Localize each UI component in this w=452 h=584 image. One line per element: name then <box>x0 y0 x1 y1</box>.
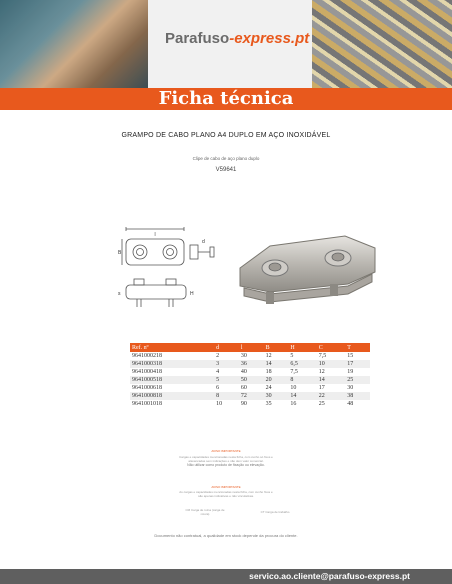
table-cell: 10 <box>216 401 223 407</box>
table-cell: 9641001018 <box>132 401 162 407</box>
table-cell: 5 <box>290 353 294 359</box>
drawing-label-h: H <box>190 291 194 297</box>
header-photo-tools <box>0 0 148 88</box>
table-cell: 40 <box>240 369 247 375</box>
table-row <box>130 376 370 384</box>
table-row <box>130 360 370 368</box>
technical-drawing <box>116 225 216 311</box>
table-cell: 12 <box>318 369 325 375</box>
header-h: H <box>290 344 295 351</box>
table-cell: 5 <box>216 377 220 383</box>
table-cell: 38 <box>347 393 354 399</box>
table-cell: 60 <box>240 385 247 391</box>
drawing-label-l: l <box>154 232 156 238</box>
header-ref: Ref. nº <box>132 344 149 351</box>
legend-cm-line-2: rotura) <box>200 512 210 516</box>
table-cell: 9641000818 <box>132 393 162 399</box>
table-cell: 48 <box>347 401 354 407</box>
drawing-label-s: s <box>118 291 121 297</box>
table-row <box>130 352 370 360</box>
header-c: C <box>318 344 323 351</box>
drawing-label-b: B <box>118 250 122 256</box>
table-cell: 2 <box>216 353 220 359</box>
note-1-title: AVISO IMPORTANTE <box>211 449 241 453</box>
table-row <box>130 392 370 400</box>
table-cell: 9641000618 <box>132 385 162 391</box>
legend-cm <box>170 508 240 516</box>
table-cell: 3 <box>216 361 220 367</box>
table-cell: 17 <box>318 385 325 391</box>
table-cell: 10 <box>318 361 325 367</box>
legend-cm-line-1: CM Carga de ruína (carga de <box>185 508 225 512</box>
product-photo <box>230 228 380 308</box>
table-cell: 15 <box>347 353 354 359</box>
note-2-line-1: As cargas e capacidades mencionadas nesta ficha, com cunho fixos e <box>179 490 273 494</box>
table-row <box>130 384 370 392</box>
brand-logo[interactable] <box>165 30 309 47</box>
table-cell: 14 <box>290 393 297 399</box>
datasheet-banner: Ficha técnica <box>0 88 452 110</box>
table-cell: 4 <box>216 369 220 375</box>
table-cell: 9641000418 <box>132 369 162 375</box>
product-subtitle: Clipe de cabo de aço plano duplo <box>192 156 260 161</box>
table-cell: 90 <box>240 401 247 407</box>
table-cell: 7,5 <box>318 353 327 359</box>
product-code: V59641 <box>215 167 237 173</box>
table-cell: 17 <box>347 361 354 367</box>
table-cell: 25 <box>318 401 325 407</box>
header <box>0 0 452 88</box>
table-cell: 6,5 <box>290 361 298 367</box>
table-header-row <box>130 343 370 352</box>
dimensions-table <box>130 343 370 408</box>
table-cell: 10 <box>290 385 297 391</box>
footer <box>0 569 452 584</box>
table-cell: 8 <box>216 393 220 399</box>
table-cell: 6 <box>216 385 220 391</box>
logo-text-domain: -express.pt <box>229 30 310 47</box>
note-1-line-1: Cargas e capacidades mencionadas nesta ficha, com cunho só fixos e <box>179 455 273 459</box>
table-cell: 35 <box>265 401 272 407</box>
legend-ct: CT Carga de trabalho <box>260 510 290 514</box>
table-cell: 20 <box>265 377 272 383</box>
table-cell: 30 <box>240 353 247 359</box>
drawing-label-d: d <box>202 239 205 245</box>
table-row <box>130 368 370 376</box>
table-cell: 22 <box>318 393 325 399</box>
product-title: GRAMPO DE CABO PLANO A4 DUPLO EM AÇO INOXIDÁVEL <box>121 132 331 139</box>
table-cell: 9641000218 <box>132 353 162 359</box>
table-cell: 14 <box>265 361 272 367</box>
table-row <box>130 400 370 408</box>
table-cell: 25 <box>347 377 354 383</box>
table-cell: 14 <box>318 377 325 383</box>
note-1-line-2: alavancadas sem indicações e não dem valor comercial. <box>188 459 264 463</box>
table-cell: 9641000518 <box>132 377 162 383</box>
table-cell: 24 <box>265 385 272 391</box>
header-t: T <box>347 344 351 351</box>
customer-service-email[interactable]: servico.ao.cliente@parafuso-express.pt <box>249 571 410 581</box>
disclaimer: Documento não contratual, a qualidade em stock depende da procura do cliente. <box>154 533 298 538</box>
header-photo-screws <box>312 0 452 88</box>
note-2-title: AVISO IMPORTANTE <box>211 485 241 489</box>
table-cell: 12 <box>265 353 272 359</box>
table-cell: 7,5 <box>290 369 298 375</box>
table-cell: 72 <box>240 393 247 399</box>
logo-text-main: Parafuso <box>165 30 230 47</box>
table-cell: 19 <box>347 369 354 375</box>
table-cell: 50 <box>240 377 247 383</box>
table-cell: 30 <box>265 393 272 399</box>
header-b: B <box>265 344 270 351</box>
table-cell: 36 <box>240 361 247 367</box>
note-2-line-2: são apenas indicativas e não vinculativas. <box>198 494 254 498</box>
note-1-line-3: Não utilizar como produto de fixação ou elevação. <box>187 463 265 467</box>
table-cell: 9641000318 <box>132 361 162 367</box>
table-cell: 16 <box>290 401 297 407</box>
header-l: l <box>240 344 243 351</box>
table-cell: 8 <box>290 377 294 383</box>
table-cell: 30 <box>347 385 354 391</box>
table-cell: 18 <box>265 369 272 375</box>
header-d: d <box>216 344 220 351</box>
